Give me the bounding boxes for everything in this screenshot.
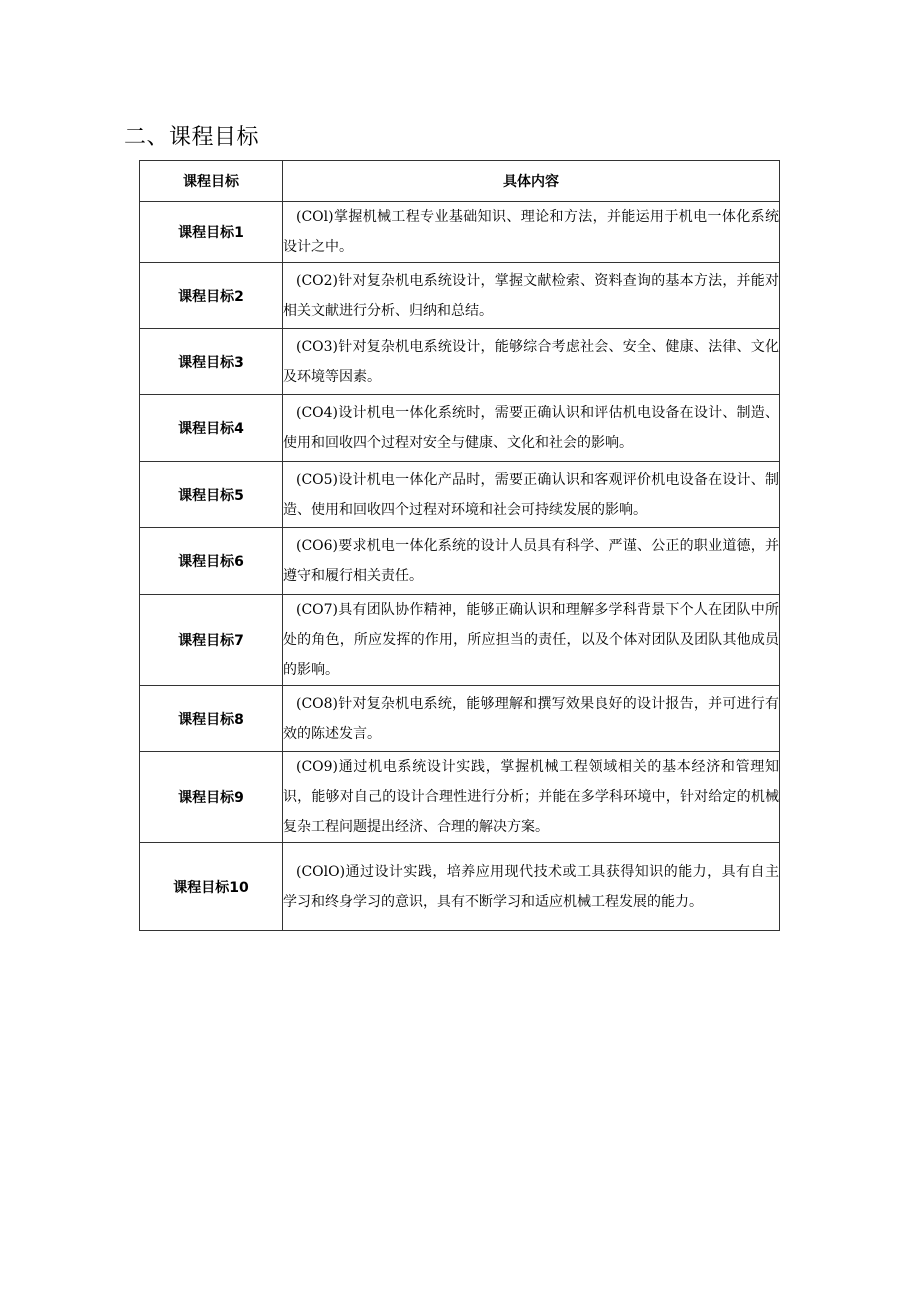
table-row	[140, 202, 780, 263]
goal-name: 课程目标6	[140, 528, 283, 595]
goal-content: (CO2)针对复杂机电系统设计，掌握文献检索、资料查询的基本方法，并能对相关文献进行分析、归纳和总结。	[283, 263, 780, 329]
table-header-row	[140, 161, 780, 202]
goal-content: (CO8)针对复杂机电系统，能够理解和撰写效果良好的设计报告，并可进行有效的陈述发言。	[283, 686, 780, 752]
goal-name: 课程目标3	[140, 329, 283, 395]
goal-name: 课程目标2	[140, 263, 283, 329]
table-row	[140, 263, 780, 329]
goal-content: (CO6)要求机电一体化系统的设计人员具有科学、严谨、公正的职业道德，并遵守和履行相关责任。	[283, 528, 780, 595]
goal-content: (COl)掌握机械工程专业基础知识、理论和方法，并能运用于机电一体化系统设计之中。	[283, 202, 780, 263]
goal-content: (CO4)设计机电一体化系统时，需要正确认识和评估机电设备在设计、制造、使用和回收四个过程对安全与健康、文化和社会的影响。	[283, 395, 780, 462]
goal-name: 课程目标4	[140, 395, 283, 462]
goal-name: 课程目标10	[140, 843, 283, 931]
table-row	[140, 752, 780, 843]
table-row	[140, 395, 780, 462]
table-row	[140, 329, 780, 395]
goal-name: 课程目标9	[140, 752, 283, 843]
goal-content: (CO7)具有团队协作精神，能够正确认识和理解多学科背景下个人在团队中所处的角色，所应发挥的作用，所应担当的责任，以及个体对团队及团队其他成员的影响。	[283, 595, 780, 686]
table-row	[140, 843, 780, 931]
goal-content: (COlO)通过设计实践，培养应用现代技术或工具获得知识的能力，具有自主学习和终身学习的意识，具有不断学习和适应机械工程发展的能力。	[283, 843, 780, 931]
course-goals-table	[139, 160, 780, 931]
column-header-goal: 课程目标	[140, 161, 283, 202]
goal-name: 课程目标1	[140, 202, 283, 263]
goal-name: 课程目标8	[140, 686, 283, 752]
section-title: 二、课程目标	[124, 125, 260, 150]
goal-content: (CO9)通过机电系统设计实践，掌握机械工程领域相关的基本经济和管理知识，能够对自己的设计合理性进行分析；并能在多学科环境中，针对给定的机械复杂工程问题提出经济、合理的解决方案。	[283, 752, 780, 843]
goal-content: (CO3)针对复杂机电系统设计，能够综合考虑社会、安全、健康、法律、文化及环境等因素。	[283, 329, 780, 395]
table-row	[140, 686, 780, 752]
goal-name: 课程目标5	[140, 462, 283, 528]
goal-content: (CO5)设计机电一体化产品时，需要正确认识和客观评价机电设备在设计、制造、使用和回收四个过程对环境和社会可持续发展的影响。	[283, 462, 780, 528]
goal-name: 课程目标7	[140, 595, 283, 686]
table-row	[140, 528, 780, 595]
table-row	[140, 595, 780, 686]
table-row	[140, 462, 780, 528]
column-header-content: 具体内容	[283, 161, 780, 202]
